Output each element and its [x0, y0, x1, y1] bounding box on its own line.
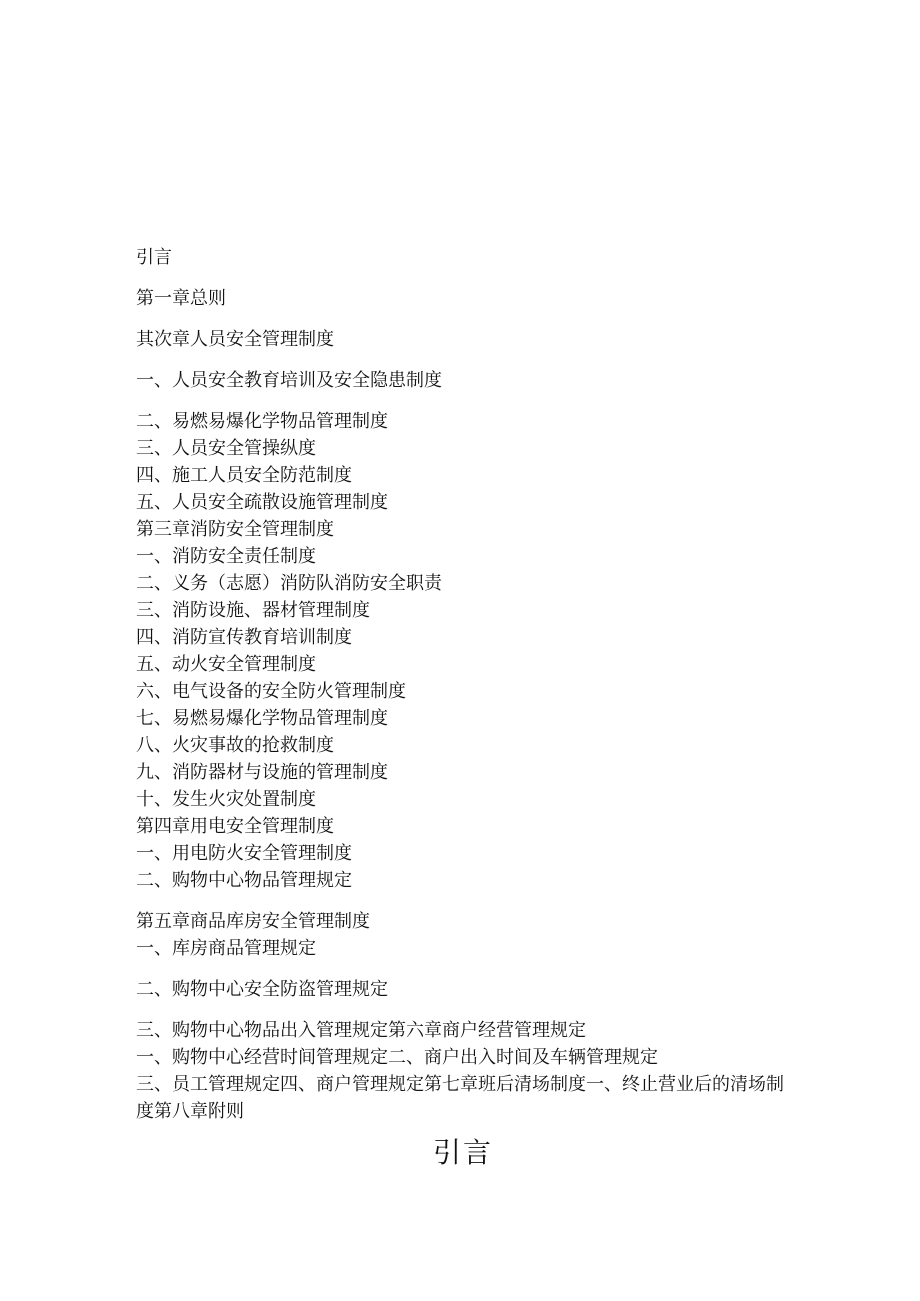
toc-entry-2-2: 二、易燃易爆化学物品管理制度: [136, 411, 388, 432]
toc-entry-chapter-1: 第一章总则: [136, 288, 226, 309]
toc-entry-5-3: 三、购物中心物品出入管理规定第六章商户经营管理规定: [136, 1020, 586, 1041]
toc-entry-4-2: 二、购物中心物品管理规定: [136, 870, 352, 891]
toc-entry-2-1: 一、人员安全教育培训及安全隐患制度: [136, 370, 442, 391]
toc-entry-3-3: 三、消防设施、器材管理制度: [136, 600, 370, 621]
toc-entry-2-5: 五、人员安全疏散设施管理制度: [136, 492, 388, 513]
toc-entry-5-2: 二、购物中心安全防盗管理规定: [136, 979, 388, 1000]
toc-entry-intro: 引言: [136, 247, 172, 268]
toc-entry-chapter-5: 第五章商品库房安全管理制度: [136, 911, 370, 932]
toc-entry-5-1: 一、库房商品管理规定: [136, 938, 316, 959]
section-heading-intro: 引言: [432, 1136, 493, 1169]
toc-entry-3-1: 一、消防安全责任制度: [136, 546, 316, 567]
toc-entry-2-4: 四、施工人员安全防范制度: [136, 465, 352, 486]
toc-entry-3-9: 九、消防器材与设施的管理制度: [136, 762, 388, 783]
toc-entry-3-5: 五、动火安全管理制度: [136, 654, 316, 675]
toc-entry-4-1: 一、用电防火安全管理制度: [136, 843, 352, 864]
toc-entry-chapter-4: 第四章用电安全管理制度: [136, 816, 334, 837]
toc-entry-2-3: 三、人员安全管操纵度: [136, 438, 316, 459]
toc-entry-chapter-3: 第三章消防安全管理制度: [136, 519, 334, 540]
toc-entry-3-6: 六、电气设备的安全防火管理制度: [136, 681, 406, 702]
toc-entry-chapter-2: 其次章人员安全管理制度: [136, 329, 334, 350]
toc-entry-3-2: 二、义务（志愿）消防队消防安全职责: [136, 573, 442, 594]
toc-entry-6-1: 一、购物中心经营时间管理规定二、商户出入时间及车辆管理规定: [136, 1047, 658, 1068]
table-of-contents: [136, 244, 786, 1125]
toc-entry-3-7: 七、易燃易爆化学物品管理制度: [136, 708, 388, 729]
toc-entry-3-10: 十、发生火灾处置制度: [136, 789, 316, 810]
toc-entry-3-8: 八、火灾事故的抢救制度: [136, 735, 334, 756]
toc-entry-3-4: 四、消防宣传教育培训制度: [136, 627, 352, 648]
toc-entry-6-2: 三、员工管理规定四、商户管理规定第七章班后清场制度一、终止营业后的清场制度第八章附则: [136, 1074, 784, 1122]
